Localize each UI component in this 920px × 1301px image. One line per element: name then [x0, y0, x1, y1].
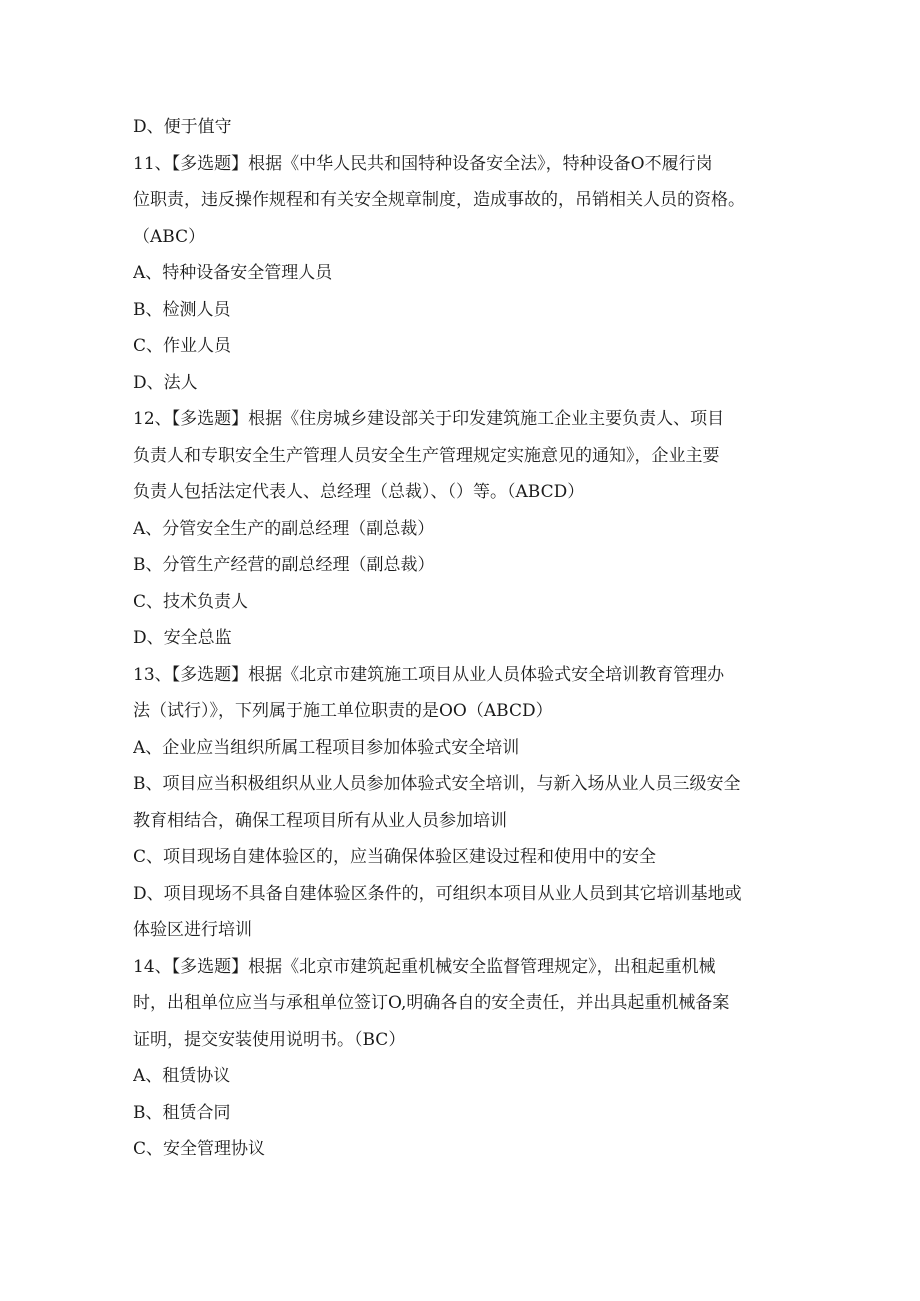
q12-option-b: B、分管生产经营的副总经理（副总裁） — [133, 555, 435, 575]
q13-option-b-line-1: B、项目应当积极组织从业人员参加体验式安全培训，与新入场从业人员三级安全 — [133, 774, 741, 794]
question-14-line-1: 14、【多选题】根据《北京市建筑起重机械安全监督管理规定》，出租起重机械 — [133, 956, 716, 977]
question-11-line-1: 11、【多选题】根据《中华人民共和国特种设备安全法》，特种设备O不履行岗 — [133, 153, 713, 174]
q11-option-a: A、特种设备安全管理人员 — [133, 263, 333, 283]
q14-option-c: C、安全管理协议 — [133, 1139, 266, 1159]
option-d-q10: D、便于值守 — [133, 117, 232, 137]
q11-option-d: D、法人 — [133, 372, 198, 393]
question-11-line-2: 位职责，违反操作规程和有关安全规章制度，造成事故的，吊销相关人员的资格。 — [133, 190, 745, 210]
q13-option-b-line-2: 教育相结合，确保工程项目所有从业人员参加培训 — [133, 810, 507, 831]
question-11-answer: （ABC） — [133, 226, 206, 247]
q14-option-a: A、租赁协议 — [133, 1066, 231, 1086]
q12-option-a: A、分管安全生产的副总经理（副总裁） — [133, 518, 435, 539]
question-12-line-3: 负责人包括法定代表人、总经理（总裁）、（）等。（ABCD） — [133, 482, 585, 502]
q13-option-a: A、企业应当组织所属工程项目参加体验式安全培训 — [133, 737, 520, 758]
question-text-block — [133, 109, 793, 1168]
question-13-line-1: 13、【多选题】根据《北京市建筑施工项目从业人员体验式安全培训教育管理办 — [133, 664, 725, 685]
question-12-line-1: 12、【多选题】根据《住房城乡建设部关于印发建筑施工企业主要负责人、项目 — [133, 409, 725, 429]
question-14-line-3: 证明，提交安装使用说明书。（BC） — [133, 1029, 406, 1050]
question-13-line-2: 法（试行）》，下列属于施工单位职责的是OO（ABCD） — [133, 701, 553, 721]
q14-option-b: B、租赁合同 — [133, 1102, 231, 1123]
question-14-line-2: 时，出租单位应当与承租单位签订O,明确各自的安全责任，并出具起重机械备案 — [133, 993, 730, 1013]
q12-option-d: D、安全总监 — [133, 628, 232, 648]
q11-option-c: C、作业人员 — [133, 336, 232, 356]
q13-option-d-line-1: D、项目现场不具备自建体验区条件的，可组织本项目从业人员到其它培训基地或 — [133, 883, 742, 904]
q12-option-c: C、技术负责人 — [133, 591, 249, 612]
question-12-line-2: 负责人和专职安全生产管理人员安全生产管理规定实施意见的通知》，企业主要 — [133, 445, 720, 466]
q11-option-b: B、检测人员 — [133, 299, 231, 320]
q13-option-d-line-2: 体验区进行培训 — [133, 920, 252, 940]
q13-option-c: C、项目现场自建体验区的，应当确保体验区建设过程和使用中的安全 — [133, 847, 657, 867]
